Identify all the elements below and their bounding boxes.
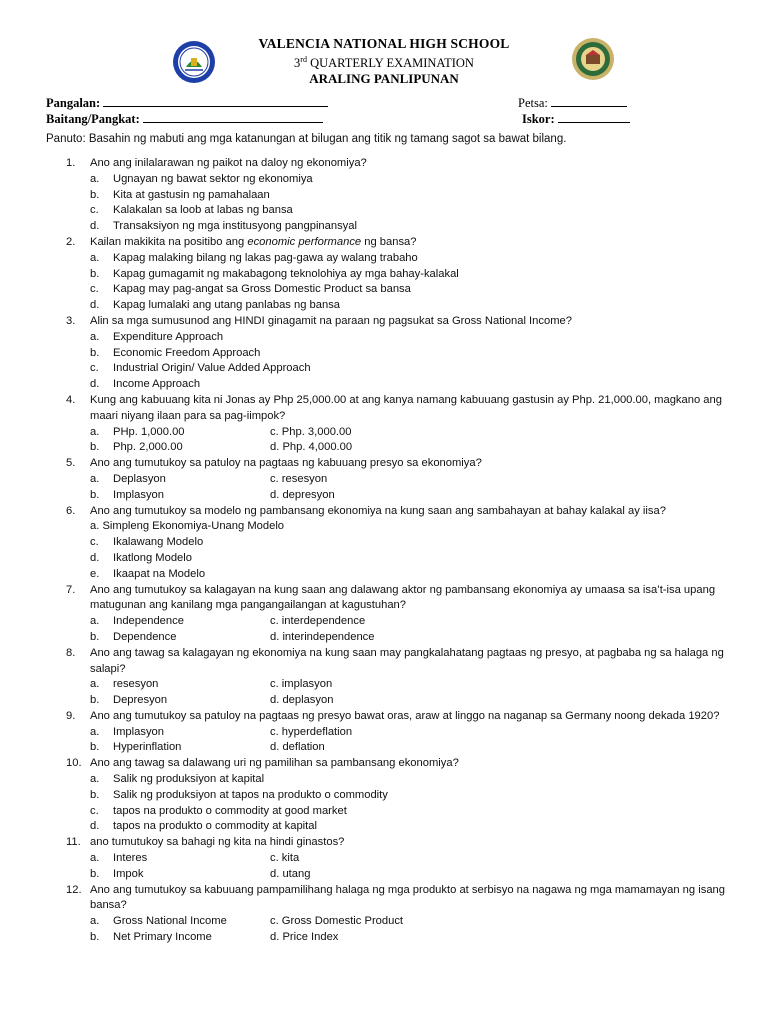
option-text[interactable]: Interes [113,852,148,865]
answer-option[interactable] [46,172,726,188]
answer-option[interactable] [46,282,726,298]
question-text: Ano ang tawag sa dalawang uri ng pamilihan sa pambansang ekonomiya? [90,757,459,770]
score-field[interactable]: Iskor: [522,111,630,127]
option-text[interactable]: Implasyon [113,725,164,738]
answer-option[interactable] [46,535,726,551]
option-text[interactable]: c. implasyon [270,678,333,691]
question-text: Alin sa mga sumusunod ang HINDI ginagamit na paraan ng pagsukat sa Gross National Income? [90,314,572,327]
question-1 [46,156,726,172]
option-letter[interactable]: a. [90,915,100,928]
option-letter[interactable]: b. [90,867,100,880]
option-letter: b. [90,788,100,801]
exam-header [0,36,768,87]
answer-option[interactable] [46,804,726,820]
option-text: tapos na produkto o commodity at kapital [113,820,317,833]
question-number: 4. [66,393,76,406]
answer-option[interactable] [46,188,726,204]
option-letter: c. [90,362,99,375]
option-text[interactable]: d. deflation [270,741,325,754]
option-text: Income Approach [113,378,201,391]
option-text: Ikaapat na Modelo [113,567,206,580]
option-text[interactable]: d. Php. 4,000.00 [270,441,353,454]
answer-option[interactable] [46,251,726,267]
question-text: Ano ang tumutukoy sa patuloy na pagtaas ng presyo bawat oras, araw at linggo na naganap sa Germany noong dekada 1920? [90,709,720,722]
question-emphasis: economic performance [247,235,362,248]
answer-option-row [46,488,726,504]
option-text[interactable]: c. Gross Domestic Product [270,915,404,928]
answer-option-row [46,851,726,867]
question-text: Ano ang tawag sa kalagayan ng ekonomiya na kung saan may pangkalahatang pagtaas ng presyo, at pagbaba ng sa halaga ng salapi? [90,646,724,675]
option-text[interactable]: Independence [113,615,184,628]
option-text: Salik ng produksiyon at kapital [113,773,265,786]
question-text: Ano ang tumutukoy sa kabuuang pampamilihang halaga ng mga produkto at serbisyo na nagawa ng mga mamamayan ng isang bansa? [90,883,725,912]
question-number: 11. [66,836,81,849]
date-field[interactable]: Petsa: [518,95,627,111]
option-letter: b. [90,188,100,201]
question-8 [46,646,726,678]
option-letter: e. [90,567,100,580]
question-10 [46,756,726,772]
option-text[interactable]: d. interindependence [270,630,375,643]
question-11 [46,835,726,851]
option-letter[interactable]: a. [90,725,100,738]
option-letter: b. [90,267,100,280]
option-text: Kapag gumagamit ng makabagong teknolohiya ay mga bahay-kalakal [113,267,459,280]
question-7 [46,583,726,615]
option-letter: d. [90,820,100,833]
option-text[interactable]: Implasyon [113,488,164,501]
answer-option[interactable] [46,298,726,314]
question-number: 10. [66,757,82,770]
option-letter: a. [90,172,100,185]
answer-option[interactable]: a. Simpleng Ekonomiya-Unang Modelo [90,520,285,533]
answer-option[interactable] [46,361,726,377]
question-number: 6. [66,504,76,517]
option-letter: d. [90,378,100,391]
option-text: Industrial Origin/ Value Added Approach [113,362,311,375]
answer-option[interactable] [46,267,726,283]
option-letter: d. [90,299,100,312]
option-text: Kapag lumalaki ang utang panlabas ng bansa [113,299,341,312]
question-number: 2. [66,235,76,248]
question-6 [46,504,726,520]
option-letter[interactable]: a. [90,678,100,691]
answer-option[interactable] [46,203,726,219]
option-text: Economic Freedom Approach [113,346,261,359]
option-text[interactable]: c. Php. 3,000.00 [270,425,352,438]
option-text: Salik ng produksiyon at tapos na produkto o commodity [113,788,388,801]
question-number: 8. [66,646,76,659]
option-letter[interactable]: a. [90,425,100,438]
question-4 [46,393,726,425]
school-name: VALENCIA NATIONAL HIGH SCHOOL [258,36,510,51]
answer-option-row [46,614,726,630]
answer-option[interactable] [46,772,726,788]
answer-option[interactable] [46,330,726,346]
option-letter: c. [90,204,99,217]
option-letter: b. [90,346,100,359]
question-number: 12. [66,883,82,896]
option-letter: d. [90,220,100,233]
option-letter[interactable]: b. [90,630,100,643]
option-text[interactable]: Php. 2,000.00 [113,441,183,454]
option-text[interactable]: d. Price Index [270,931,339,944]
option-letter[interactable]: a. [90,852,100,865]
exam-title: 3rd QUARTERLY EXAMINATION [294,55,474,71]
answer-option[interactable] [46,819,726,835]
option-text[interactable]: resesyon [113,678,159,691]
question-text: Ano ang tumutukoy sa modelo ng pambansang ekonomiya na kung saan ang sambahayan at bahay kalakal ay iisa? [90,504,666,517]
answer-option-row [46,677,726,693]
answer-option[interactable] [46,346,726,362]
option-text[interactable]: Net Primary Income [113,931,212,944]
option-letter: d. [90,551,100,564]
option-text: Kalakalan sa loob at labas ng bansa [113,204,293,217]
question-number: 9. [66,709,76,722]
option-text[interactable]: Deplasyon [113,472,166,485]
option-text: tapos na produkto o commodity at good market [113,804,347,817]
option-text: Kapag may pag-angat sa Gross Domestic Product sa bansa [113,283,411,296]
option-letter: a. [90,330,100,343]
name-field[interactable]: Pangalan: [46,95,328,111]
option-text: Kapag malaking bilang ng lakas pag-gawa ay walang trabaho [113,251,418,264]
option-text: Transaksiyon ng mga institusyong pangpinansyal [113,220,357,233]
option-text[interactable]: c. interdependence [270,615,366,628]
option-text[interactable]: d. deplasyon [270,694,334,707]
question-list [46,156,726,946]
answer-option[interactable] [46,567,726,583]
option-letter: a. [90,251,100,264]
question-text: Ano ang inilalarawan ng paikot na daloy ng ekonomiya? [90,157,367,169]
option-text[interactable]: Impok [113,867,144,880]
question-number: 3. [66,314,76,327]
question-number: 5. [66,457,76,470]
question-text: Ano ang tumutukoy sa kalagayan na kung saan ang dalawang aktor ng pambansang ekonomiya ay umaasa sa isa’t-isa upang matugunan ang kanilang mga pangangailangan at kagustuhan? [90,583,716,612]
answer-option-row [46,725,726,741]
option-text: Kita at gastusin ng pamahalaan [113,188,270,201]
option-letter[interactable]: a. [90,615,100,628]
option-letter[interactable]: a. [90,472,100,485]
option-text[interactable]: d. depresyon [270,488,335,501]
option-text[interactable]: c. kita [270,852,300,865]
option-letter[interactable]: b. [90,441,100,454]
question-number: 1. [66,157,76,169]
option-text[interactable]: Hyperinflation [113,741,182,754]
option-text[interactable]: c. resesyon [270,472,328,485]
question-number: 7. [66,583,76,596]
answer-option-row [46,440,726,456]
answer-option-row [46,740,726,756]
question-9 [46,709,726,725]
question-text: Ano ang tumutukoy sa patuloy na pagtaas ng kabuuang presyo sa ekonomiya? [90,457,482,470]
option-text: Ugnayan ng bawat sektor ng ekonomiya [113,172,313,185]
option-text[interactable]: Dependence [113,630,177,643]
option-text: Ikatlong Modelo [113,551,192,564]
answer-option-row [46,425,726,441]
option-letter[interactable]: b. [90,694,100,707]
option-letter: c. [90,804,99,817]
answer-option-row [46,630,726,646]
grade-section-field[interactable]: Baitang/Pangkat: [46,111,323,127]
answer-option-row [46,930,726,946]
answer-option[interactable] [46,788,726,804]
question-text: Kung ang kabuuang kita ni Jonas ay Php 25,000.00 at ang kanya namang kabuuang gastusin ay Php. 21,000.00, magkano ang maari niyang ilaan para sa pag-iimpok? [90,393,722,422]
option-letter: c. [90,536,99,549]
option-text[interactable]: d. utang [270,867,311,880]
question-2 [46,235,726,251]
question-text: Kailan makikita na positibo ang economic performance ng bansa? [90,235,417,248]
option-letter[interactable]: b. [90,741,100,754]
question-text: ano tumutukoy sa bahagi ng kita na hindi ginastos? [90,836,345,849]
answer-option-row [46,914,726,930]
answer-option-row [46,472,726,488]
option-text[interactable]: Depresyon [113,694,168,707]
instructions: Panuto: Basahin ng mabuti ang mga katanungan at bilugan ang titik ng tamang sagot sa bawat bilang. [46,133,567,145]
option-letter[interactable]: b. [90,488,100,501]
option-text: Ikalawang Modelo [113,536,204,549]
option-text: Expenditure Approach [113,330,224,343]
answer-option[interactable] [46,219,726,235]
option-letter[interactable]: b. [90,931,100,944]
question-12 [46,883,726,915]
answer-option[interactable] [46,377,726,393]
question-3 [46,314,726,330]
option-text[interactable]: c. hyperdeflation [270,725,353,738]
option-letter: a. [90,773,100,786]
option-text[interactable]: PHp. 1,000.00 [113,425,185,438]
answer-option-row [46,867,726,883]
option-text[interactable]: Gross National Income [113,915,227,928]
subject-title: ARALING PANLIPUNAN [309,71,459,87]
option-letter: c. [90,283,99,296]
answer-option-row [46,693,726,709]
question-5 [46,456,726,472]
answer-option[interactable] [46,551,726,567]
